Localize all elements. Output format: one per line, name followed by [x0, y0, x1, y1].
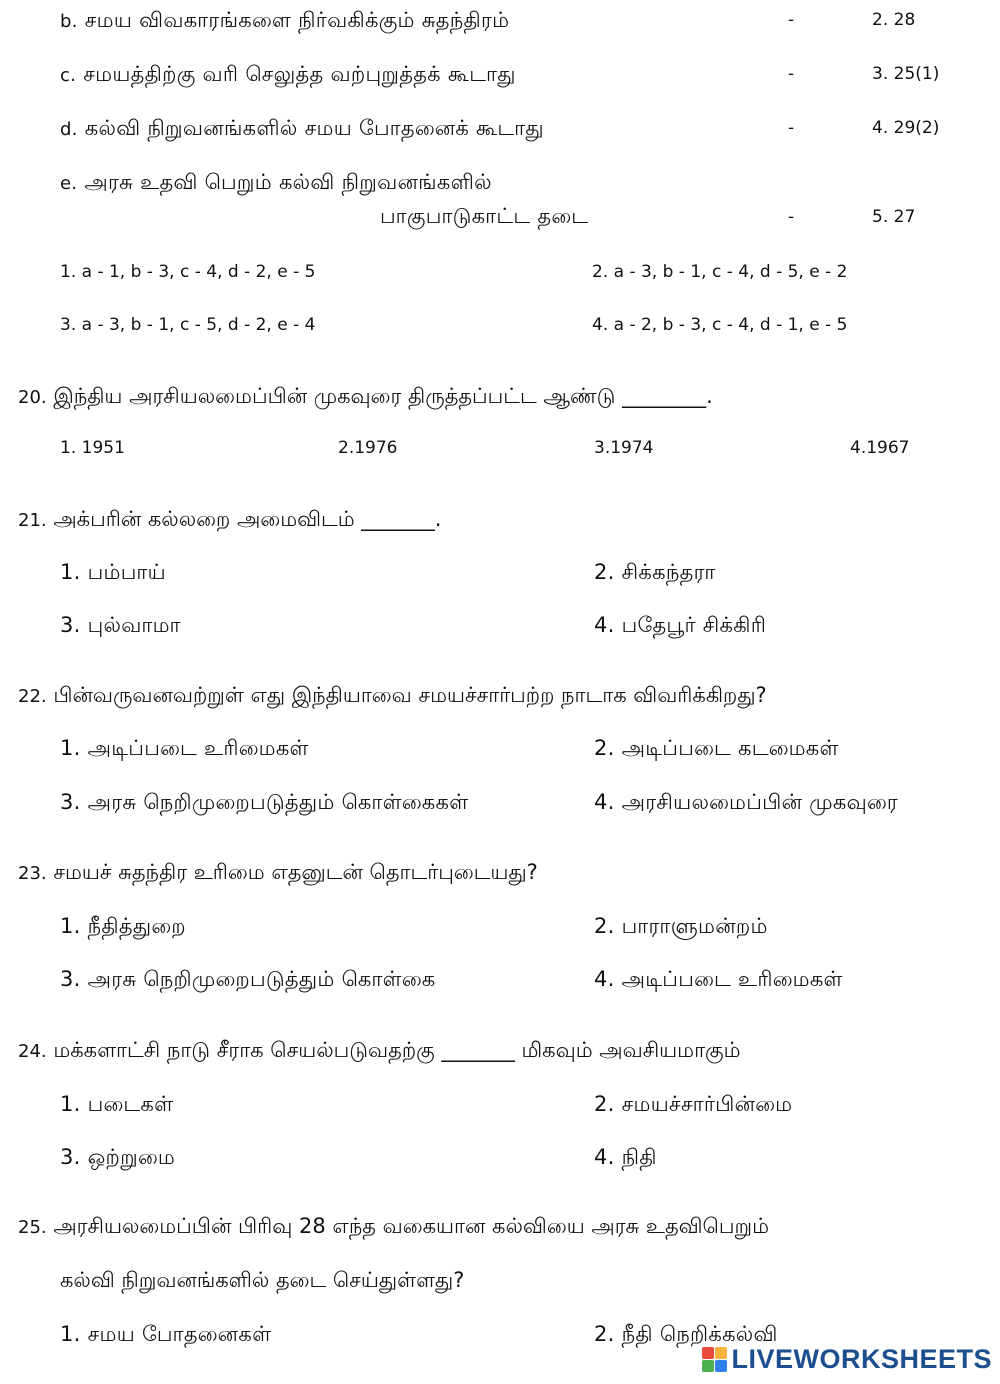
question-text: பின்வருவனவற்றுள் எது இந்தியாவை சமயச்சார்பற்ற நாடாக விவரிக்கிறது? — [53, 683, 767, 707]
q23-option-1[interactable]: 1. நீதித்துறை — [60, 914, 186, 938]
q21-option-3[interactable]: 3. புல்வாமா — [60, 613, 181, 637]
match-letter: e. — [60, 173, 78, 194]
match-ref: 5. 27 — [872, 207, 916, 227]
match-option-3[interactable]: 3. a - 3, b - 1, c - 5, d - 2, e - 4 — [60, 315, 316, 335]
match-letter: d. — [60, 119, 78, 140]
match-dash: - — [788, 64, 795, 84]
question-number: 25. — [18, 1217, 47, 1238]
q20-option-1[interactable]: 1. 1951 — [60, 438, 125, 458]
match-row-d — [60, 116, 544, 143]
match-text: சமய விவகாரங்களை நிர்வகிக்கும் சுதந்திரம் — [84, 8, 510, 32]
question-22 — [18, 683, 767, 710]
q24-option-3[interactable]: 3. ஒற்றுமை — [60, 1145, 176, 1169]
q24-option-2[interactable]: 2. சமயச்சார்பின்மை — [594, 1092, 793, 1116]
match-ref: 4. 29(2) — [872, 118, 940, 138]
match-continuation: பாகுபாடுகாட்ட தடை — [380, 204, 589, 228]
q21-option-1[interactable]: 1. பம்பாய் — [60, 560, 166, 584]
liveworksheets-logo-icon — [702, 1347, 727, 1372]
question-23 — [18, 860, 538, 887]
match-row-e — [60, 170, 492, 197]
match-row-b — [60, 8, 509, 35]
match-dash: - — [788, 10, 795, 30]
question-text: இந்திய அரசியலமைப்பின் முகவுரை திருத்தப்பட்ட ஆண்டு ________. — [53, 384, 713, 408]
q23-option-4[interactable]: 4. அடிப்படை உரிமைகள் — [594, 967, 843, 991]
match-option-2[interactable]: 2. a - 3, b - 1, c - 4, d - 5, e - 2 — [592, 262, 848, 282]
q23-option-2[interactable]: 2. பாராளுமன்றம் — [594, 914, 768, 938]
q20-option-3[interactable]: 3.1974 — [594, 438, 654, 458]
question-number: 20. — [18, 387, 47, 408]
match-text: சமயத்திற்கு வரி செலுத்த வற்புறுத்தக் கூடாது — [83, 62, 516, 86]
match-ref: 3. 25(1) — [872, 64, 940, 84]
match-option-4[interactable]: 4. a - 2, b - 3, c - 4, d - 1, e - 5 — [592, 315, 848, 335]
question-number: 22. — [18, 686, 47, 707]
q21-option-2[interactable]: 2. சிக்கந்தரா — [594, 560, 716, 584]
q23-option-3[interactable]: 3. அரசு நெறிமுறைபடுத்தும் கொள்கை — [60, 967, 436, 991]
match-dash: - — [788, 118, 795, 138]
match-option-1[interactable]: 1. a - 1, b - 3, c - 4, d - 2, e - 5 — [60, 262, 316, 282]
liveworksheets-logo — [702, 1344, 992, 1374]
question-25 — [18, 1214, 769, 1241]
q22-option-4[interactable]: 4. அரசியலமைப்பின் முகவுரை — [594, 790, 899, 814]
match-letter: b. — [60, 11, 78, 32]
question-number: 23. — [18, 863, 47, 884]
q24-option-1[interactable]: 1. படைகள் — [60, 1092, 174, 1116]
question-25-line2: கல்வி நிறுவனங்களில் தடை செய்துள்ளது? — [60, 1268, 465, 1292]
q25-option-2[interactable]: 2. நீதி நெறிக்கல்வி — [594, 1322, 778, 1346]
match-letter: c. — [60, 65, 77, 86]
question-text: மக்களாட்சி நாடு சீராக செயல்படுவதற்கு _______ மிகவும் அவசியமாகும் — [53, 1038, 741, 1062]
q22-option-3[interactable]: 3. அரசு நெறிமுறைபடுத்தும் கொள்கைகள் — [60, 790, 469, 814]
q25-option-1[interactable]: 1. சமய போதனைகள் — [60, 1322, 272, 1346]
match-text: கல்வி நிறுவனங்களில் சமய போதனைக் கூடாது — [84, 116, 544, 140]
question-20 — [18, 384, 713, 411]
question-24 — [18, 1038, 740, 1065]
question-21 — [18, 507, 441, 534]
q20-option-2[interactable]: 2.1976 — [338, 438, 398, 458]
question-number: 21. — [18, 510, 47, 531]
match-text: அரசு உதவி பெறும் கல்வி நிறுவனங்களில் — [84, 170, 492, 194]
match-row-c — [60, 62, 516, 89]
q21-option-4[interactable]: 4. பதேபூர் சிக்கிரி — [594, 613, 767, 637]
q20-option-4[interactable]: 4.1967 — [850, 438, 910, 458]
q22-option-1[interactable]: 1. அடிப்படை உரிமைகள் — [60, 736, 309, 760]
q24-option-4[interactable]: 4. நிதி — [594, 1145, 657, 1169]
question-number: 24. — [18, 1041, 47, 1062]
question-text: அக்பரின் கல்லறை அமைவிடம் _______. — [53, 507, 442, 531]
question-text: அரசியலமைப்பின் பிரிவு 28 எந்த வகையான கல்வியை அரசு உதவிபெறும் — [53, 1214, 769, 1238]
liveworksheets-logo-text: LIVEWORKSHEETS — [731, 1343, 992, 1374]
question-text: சமயச் சுதந்திர உரிமை எதனுடன் தொடர்புடையது? — [53, 860, 538, 884]
q22-option-2[interactable]: 2. அடிப்படை கடமைகள் — [594, 736, 839, 760]
match-ref: 2. 28 — [872, 10, 916, 30]
match-dash: - — [788, 207, 795, 227]
